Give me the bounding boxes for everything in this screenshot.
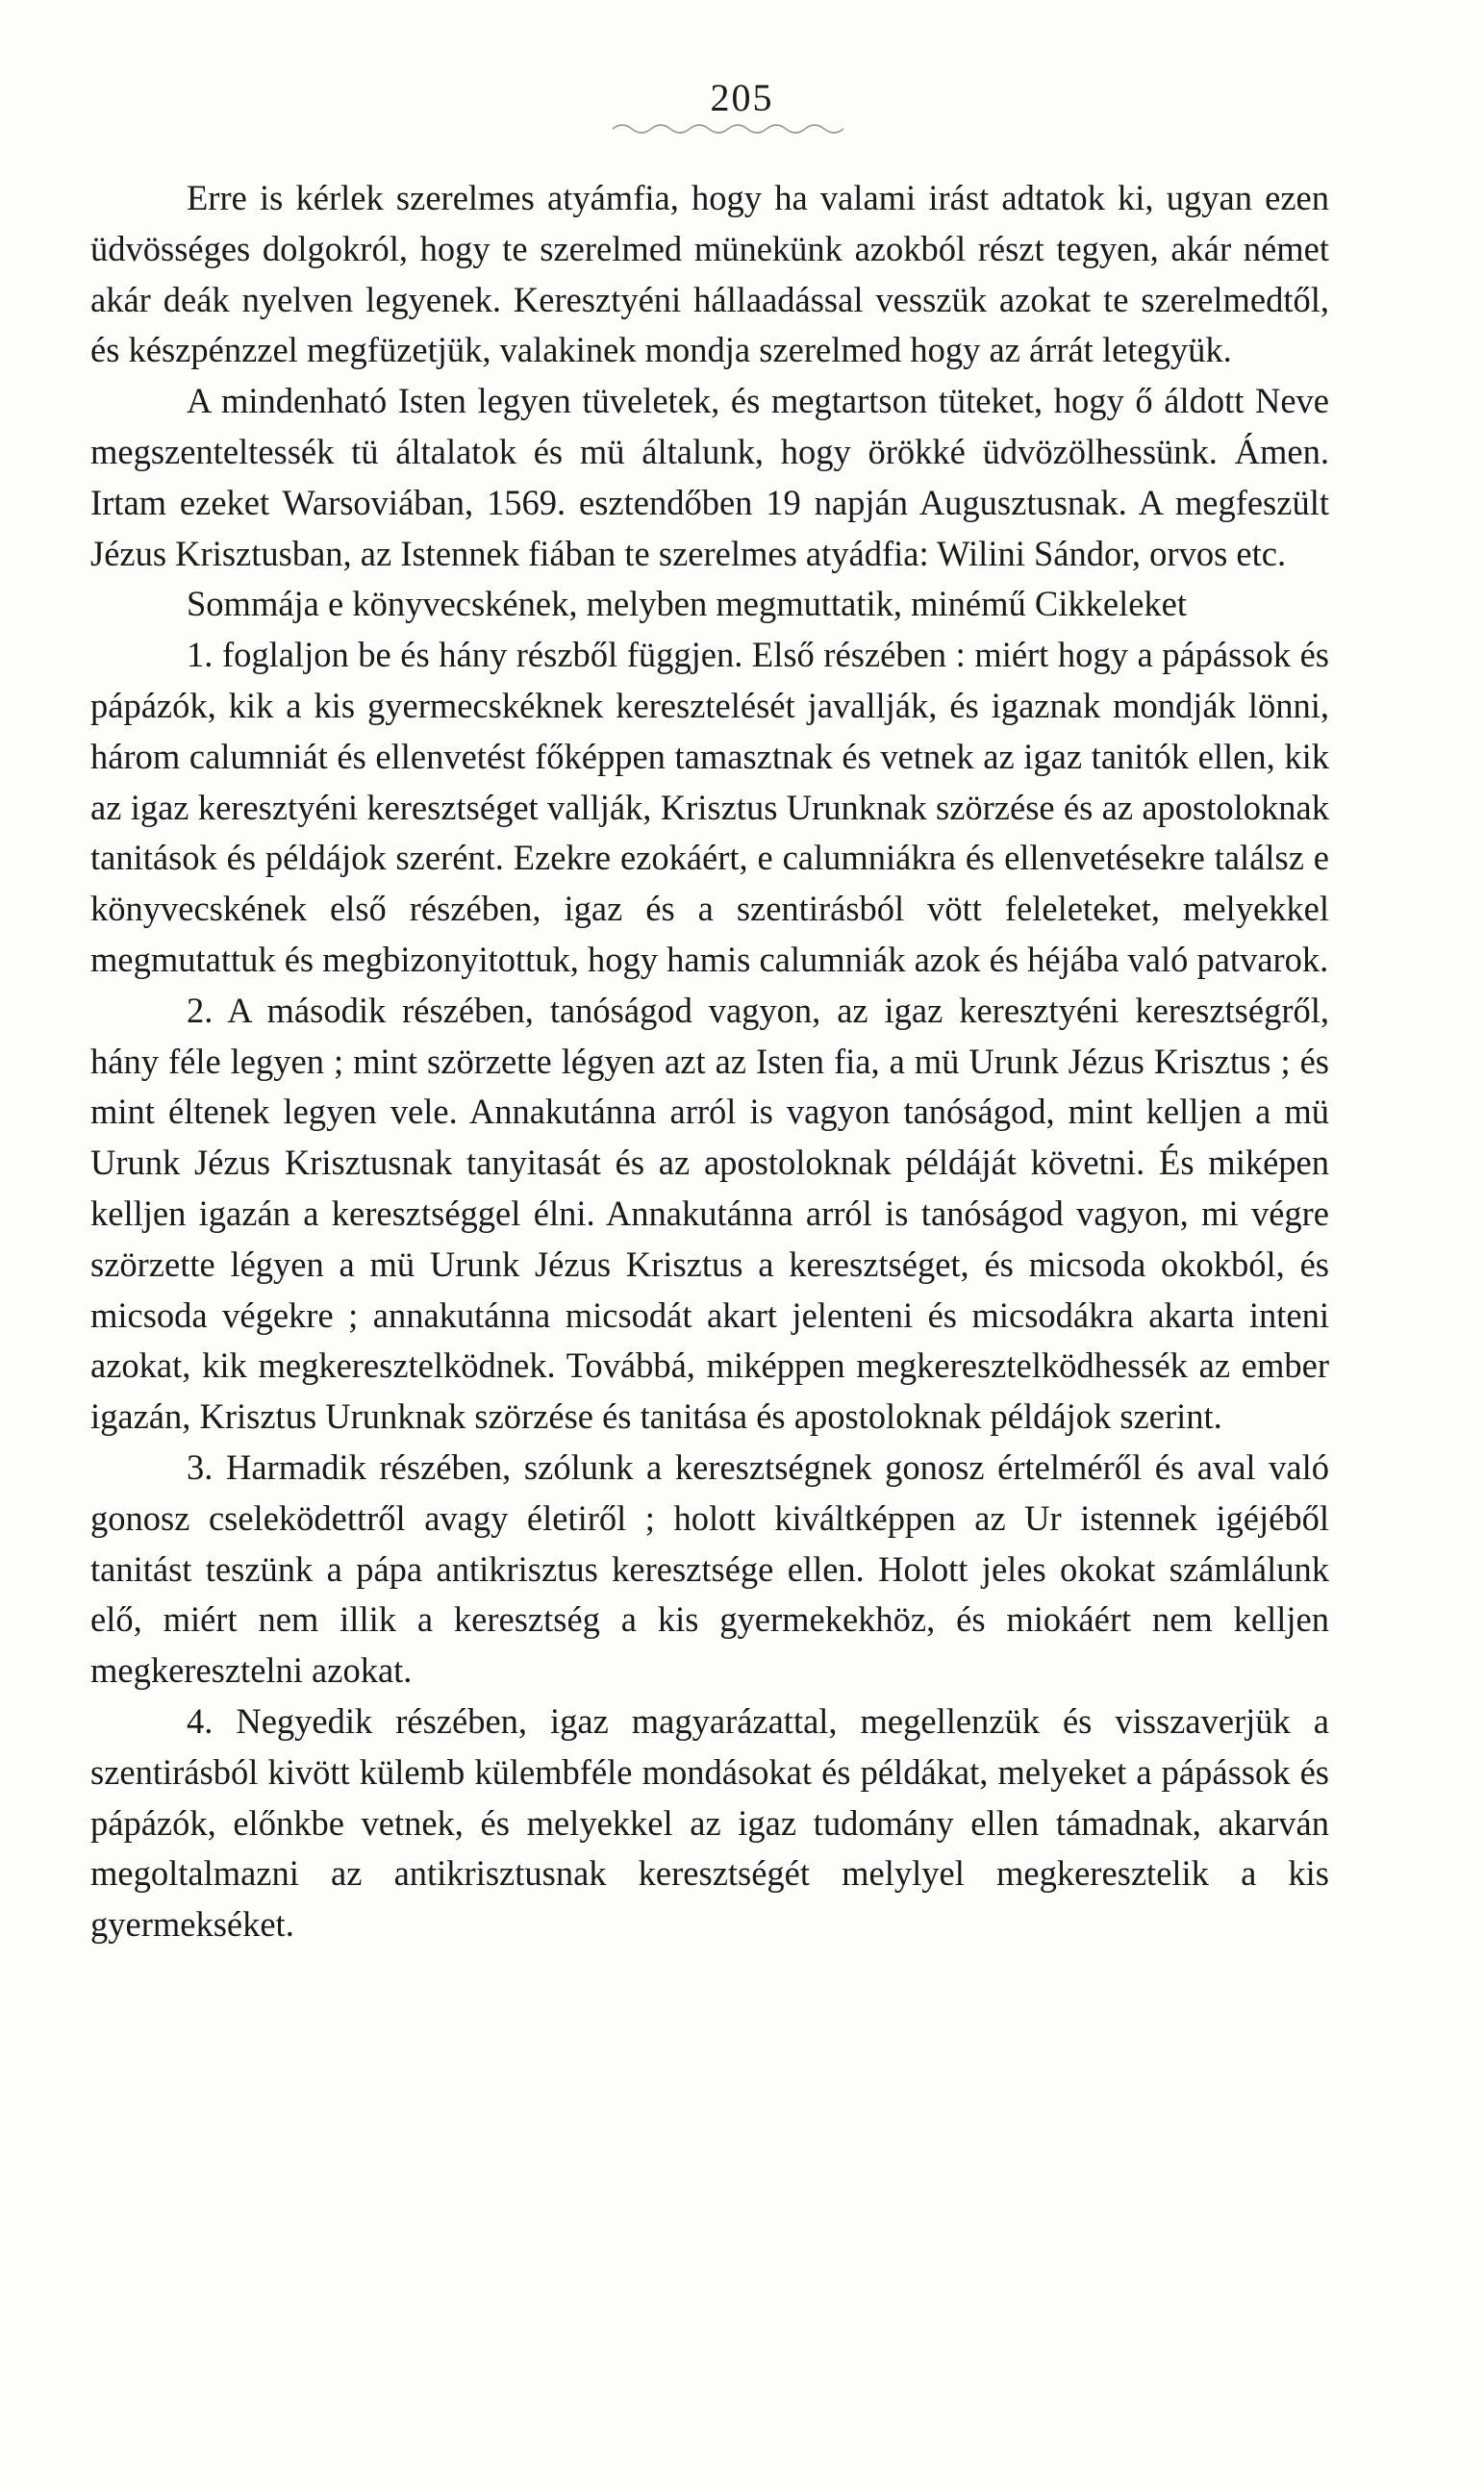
decorative-rule-ornament [608,119,848,138]
paragraph-request: Erre is kérlek szerelmes atyámfia, hogy ha valami irást adtatok ki, ugyan ezen üdvösséges dolgokról, hogy te szerelmed münekünk azokból részt tegyen, akár német akár deák nyelven legyenek. Keresztyéni hállaadással vesszük azokat te szerelmedtől, és készpénzzel megfüzetjük, valakinek mondja szerelmed hogy az árrát letegyük. [90,178,1329,370]
paragraph-summary-heading: Sommája e könyvecskének, melyben megmuttatik, minémű Cikkeleket [187,584,1188,624]
body-text [90,173,1329,1950]
paragraph-blessing: A mindenható Isten legyen tüveletek, és megtartson tüteket, hogy ő áldott Neve megszenteltessék tü általatok és mü általunk, hogy örökké üdvözölhessünk. Ámen. Irtam ezeket Warsoviában, 1569. esztendőben 19 napján Augusztusnak. A megfeszült Jézus Krisztusban, az Istennek fiában te szerelmes atyádfia: Wilini Sándor, orvos etc. [90,381,1329,573]
page-number: 205 [710,76,774,119]
paragraph-part-2: 2. A második részében, tanóságod vagyon, az igaz keresztyéni keresztségről, hány féle legyen ; mint szörzette légyen azt az Isten fia, a mü Urunk Jézus Krisztus ; és mint éltenek legyen vele. Annakutánna arról is vagyon tanóságod, mint kelljen a mü Urunk Jézus Krisztusnak tanyitasát és az apostoloknak példáját követni. És miképen kelljen igazán a keresztséggel élni. Annakutánna arról is tanóságod vagyon, mi végre szörzette légyen a mü Urunk Jézus Krisztus a keresztséget, és micsoda okokból, és micsoda végekre ; annakutánna micsodát akart jelenteni és micsodákra akarta inteni azokat, kik megkeresztelködnek. Továbbá, miképpen megkeresztelködhessék az ember igazán, Krisztus Urunknak szörzése és tanitása és apostoloknak példájok szerint. [90,990,1329,1437]
paragraph-part-4: 4. Negyedik részében, igaz magyarázattal, megellenzük és visszaverjük a szentirásból kivött külemb külembféle mondásokat és példákat, melyeket a pápássok és pápázók, előnkbe vetnek, és melyekkel az igaz tudomány ellen támadnak, akarván megoltalmazni az antikrisztusnak keresztségét melylyel megkeresztelik a kis gyermekséket. [90,1700,1329,1945]
paragraph-part-3: 3. Harmadik részében, szólunk a keresztségnek gonosz értelméről és aval való gonosz cseleködettről avagy életiről ; holott kiváltképpen az Ur istennek igéjéből tanitást teszünk a pápa antikrisztus keresztsége ellen. Holott jeles okokat számlálunk elő, miért nem illik a keresztség a kis gyermekekhöz, és miokáért nem kelljen megkeresztelni azokat. [90,1446,1329,1691]
paragraph-part-1: 1. foglaljon be és hány részből függjen. Első részében : miért hogy a pápássok és pápázók, kik a kis gyermecskéknek keresztelését javallják, és igaznak mondják lönni, három calumniát és ellenvetést főképpen tamasztnak és vetnek az igaz tanitók ellen, kik az igaz keresztyéni keresztséget vallják, Krisztus Urunknak szörzése és az apostoloknak tanitások és példájok szerént. Ezekre ezokáért, e calumniákra és ellenvetésekre találsz e könyvecskének első részében, igaz és a szentirásból vött feleleteket, melyekkel megmutattuk és megbizonyitottuk, hogy hamis calumniák azok és héjába való patvarok. [90,635,1329,979]
